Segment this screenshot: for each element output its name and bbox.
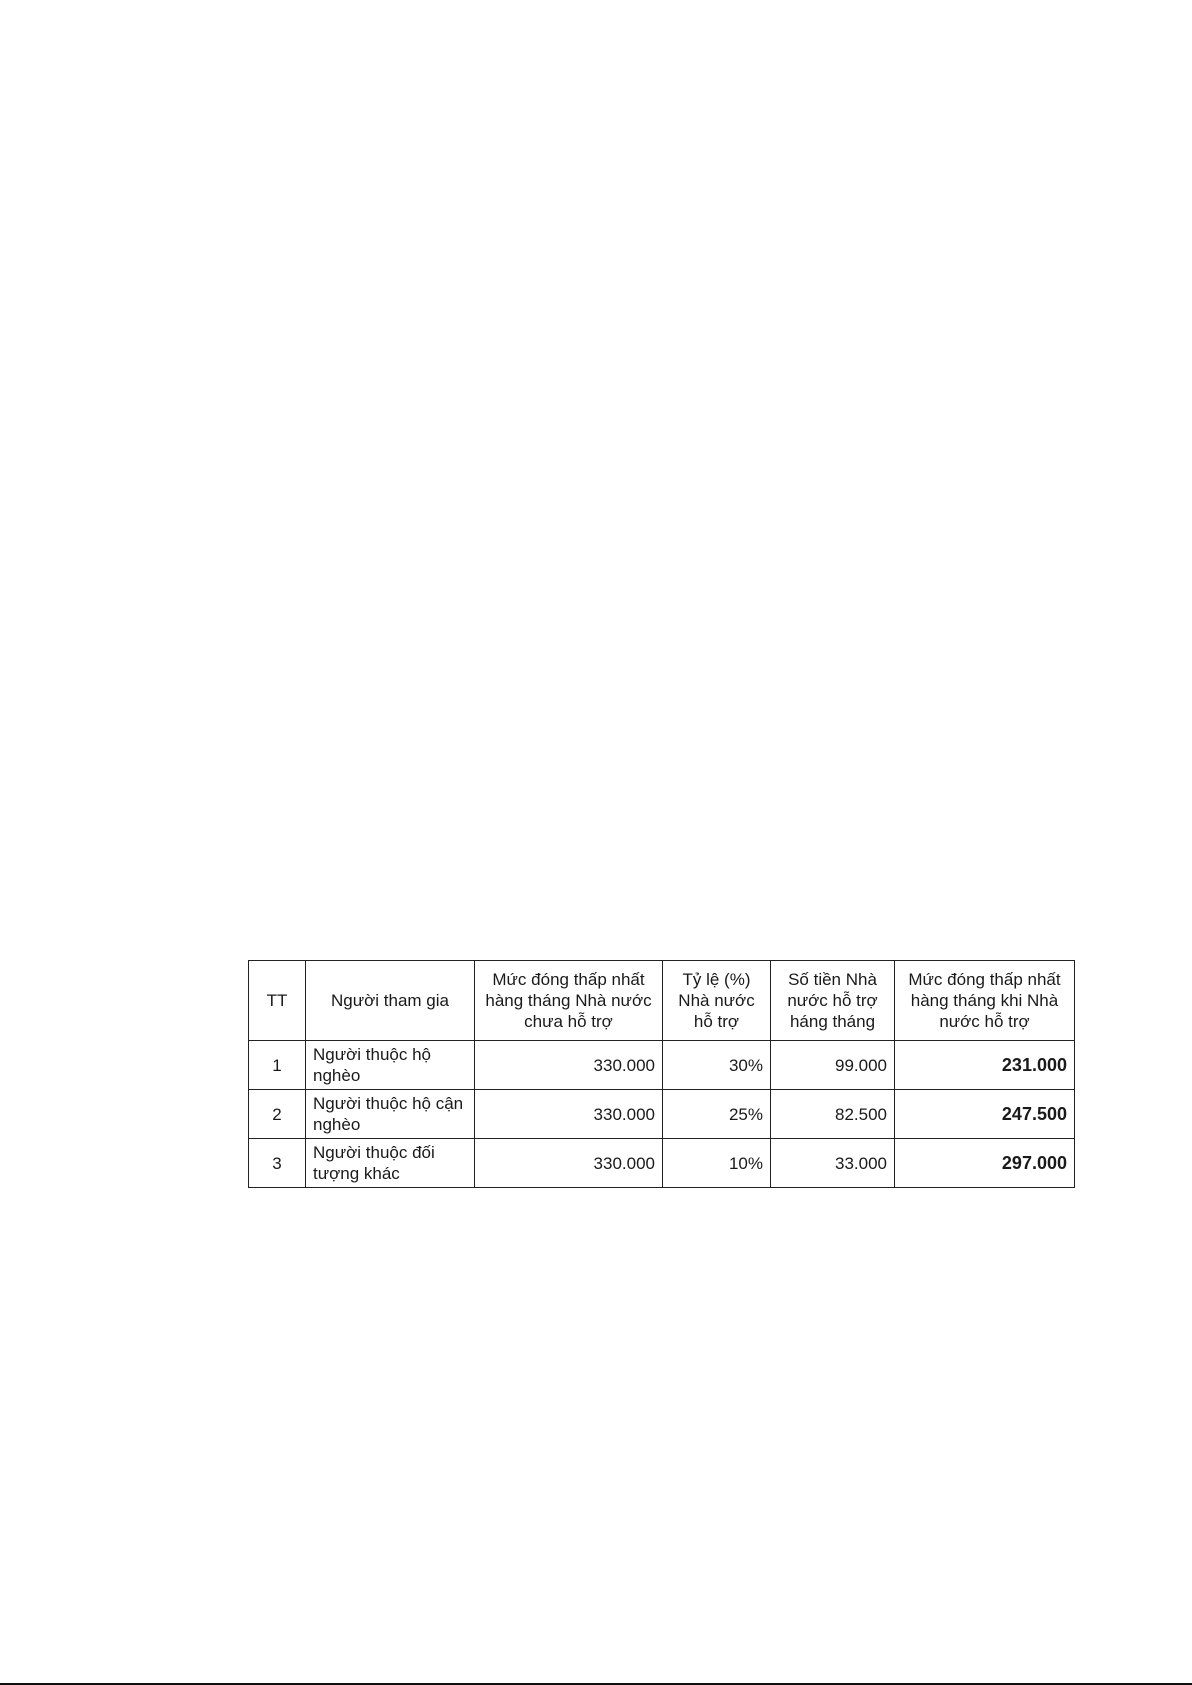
row-support-rate: 25% <box>663 1090 771 1139</box>
header-support-rate: Tỷ lệ (%) Nhà nước hỗ trợ <box>663 961 771 1041</box>
header-base-contribution: Mức đóng thấp nhất hàng tháng Nhà nước chưa hỗ trợ <box>475 961 663 1041</box>
row-tt: 2 <box>249 1090 306 1139</box>
row-participant: Người thuộc hộ nghèo <box>306 1041 475 1090</box>
row-support-rate: 10% <box>663 1139 771 1188</box>
table-row <box>249 1090 1075 1139</box>
header-row <box>249 961 1075 1041</box>
row-participant: Người thuộc hộ cận nghèo <box>306 1090 475 1139</box>
header-tt: TT <box>249 961 306 1041</box>
header-support-amount: Số tiền Nhà nước hỗ trợ háng tháng <box>771 961 895 1041</box>
row-support-amount: 99.000 <box>771 1041 895 1090</box>
row-tt: 1 <box>249 1041 306 1090</box>
contribution-support-table <box>248 960 1075 1188</box>
row-base-contribution: 330.000 <box>475 1041 663 1090</box>
table-row <box>249 1139 1075 1188</box>
row-final-contribution: 247.500 <box>895 1090 1075 1139</box>
row-base-contribution: 330.000 <box>475 1090 663 1139</box>
table-body <box>249 1041 1075 1188</box>
row-final-contribution: 297.000 <box>895 1139 1075 1188</box>
row-tt: 3 <box>249 1139 306 1188</box>
table-header <box>249 961 1075 1041</box>
header-participant: Người tham gia <box>306 961 475 1041</box>
table-row <box>249 1041 1075 1090</box>
row-base-contribution: 330.000 <box>475 1139 663 1188</box>
row-support-amount: 33.000 <box>771 1139 895 1188</box>
row-support-amount: 82.500 <box>771 1090 895 1139</box>
row-final-contribution: 231.000 <box>895 1041 1075 1090</box>
row-participant: Người thuộc đối tượng khác <box>306 1139 475 1188</box>
header-final-contribution: Mức đóng thấp nhất hàng tháng khi Nhà nước hỗ trợ <box>895 961 1075 1041</box>
row-support-rate: 30% <box>663 1041 771 1090</box>
